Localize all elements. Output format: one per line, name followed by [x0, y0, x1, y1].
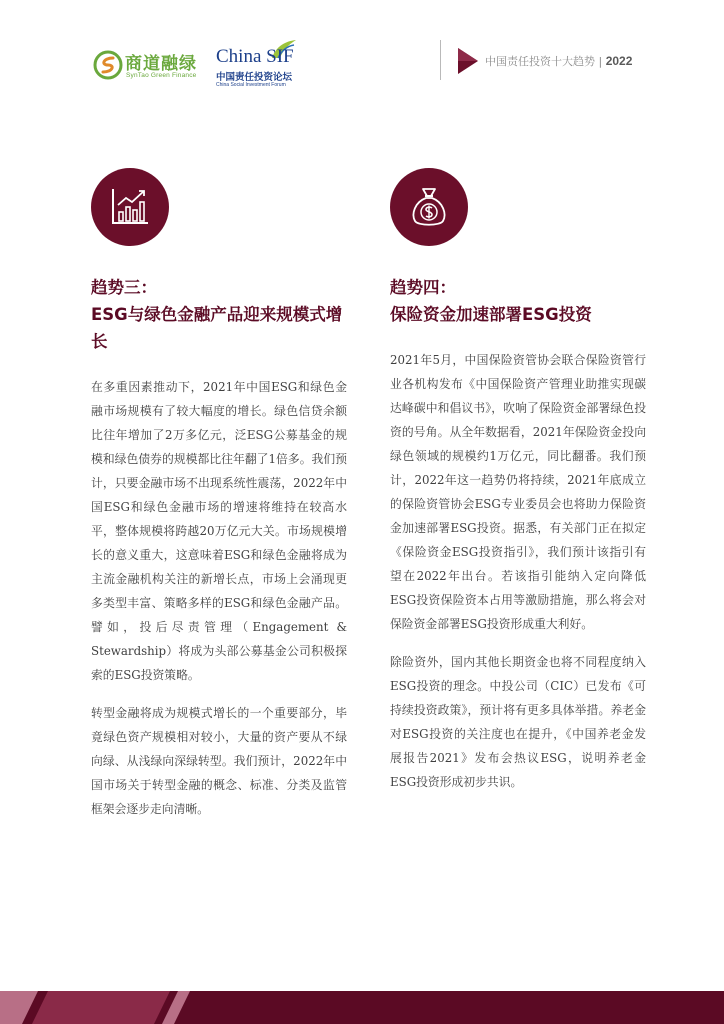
trend-three-section — [91, 168, 347, 821]
syntao-logo-subtitle: SynTao Green Finance — [126, 72, 197, 79]
trend-four-paragraph-2: 除险资外，国内其他长期资金也将不同程度纳入ESG投资的理念。中投公司（CIC）已发布《可持续投资政策》，预计将有更多具体举措。养老金对ESG投资的关注度也在提升，《中国养老金发展报告2021》发布会热议ESG，说明养老金ESG投资形成初步共识。 — [390, 655, 646, 789]
trend-four-heading-label: 趋势四： — [390, 278, 456, 297]
trend-three-heading — [91, 274, 347, 355]
trend-three-heading-text: ESG与绿色金融产品迎来规模式增长 — [91, 305, 343, 351]
sif-logo-chinese: 中国责任投资论坛 — [216, 72, 293, 83]
china-sif-logo — [216, 38, 326, 86]
report-year: 2022 — [605, 54, 633, 68]
report-title — [485, 53, 632, 69]
trend-four-section — [390, 168, 646, 794]
trend-four-icon-badge — [390, 168, 468, 246]
sif-logo-name-sif: SIF — [266, 46, 294, 67]
sif-logo-english: China Social Investment Forum — [216, 82, 286, 88]
footer-band — [0, 991, 724, 1024]
play-triangle-icon — [458, 48, 478, 74]
syntao-s-leaf-icon — [93, 50, 123, 80]
trend-three-icon-badge — [91, 168, 169, 246]
trend-three-paragraph-1: 在多重因素推动下，2021年中国ESG和绿色金融市场规模有了较大幅度的增长。绿色信贷余额比往年增加了2万多亿元，泛ESG公募基金的规模和绿色债券的规模都比往年翻了1倍多。我们预计，只要金融市场不出现系统性震荡，2022年中国ESG和绿色金融市场的增速将维持在较高水平，整体规模将跨越20万亿元大关。市场规模增长的意义重大，这意味着ESG和绿色金融将成为主流金融机构关注的新增长点，市场上会涌现更多类型丰富、策略多样的ESG和绿色金融产品。譬如，投后尽责管理（Engagement & Stewardship）将成为头部公募基金公司积极探索的ESG投资策略。 — [91, 380, 347, 682]
report-title-text: 中国责任投资十大趋势 — [485, 55, 595, 68]
money-bag-icon — [409, 186, 449, 228]
syntao-logo — [93, 48, 203, 84]
sif-logo-name — [216, 46, 294, 68]
syntao-logo-name: 商道融绿 — [125, 54, 197, 74]
trend-four-heading — [390, 274, 646, 328]
trend-four-paragraph-1: 2021年5月，中国保险资管协会联合保险资管行业各机构发布《中国保险资产管理业助推实现碳达峰碳中和倡议书》，吹响了保险资金部署绿色投资的号角。从全年数据看，2021年保险资金投向绿色领域的规模约1万亿元，同比翻番。我们预计，2022年这一趋势仍将持续，2021年底成立的保险资管协会ESG专业委员会也将助力保险资金加速部署ESG投资。据悉，有关部门正在拟定《保险资金ESG投资指引》，我们预计该指引有望在2022年出台。若该指引能纳入定向降低ESG投资保险资本占用等激励措施，那么将会对保险资金部署ESG投资形成重大利好。 — [390, 353, 646, 631]
report-title-separator: | — [595, 55, 606, 68]
sif-logo-name-china: China — [216, 46, 267, 67]
trend-four-heading-text: 保险资金加速部署ESG投资 — [390, 305, 592, 324]
header-divider — [440, 40, 441, 80]
trend-three-heading-label: 趋势三： — [91, 278, 157, 297]
page-header — [0, 0, 724, 110]
bar-chart-growth-icon — [110, 186, 150, 226]
trend-three-paragraph-2: 转型金融将成为规模式增长的一个重要部分，毕竟绿色资产规模相对较小，大量的资产要从不绿向绿、从浅绿向深绿转型。我们预计，2022年中国市场关于转型金融的概念、标准、分类及监管框架会逐步走向清晰。 — [91, 706, 347, 816]
